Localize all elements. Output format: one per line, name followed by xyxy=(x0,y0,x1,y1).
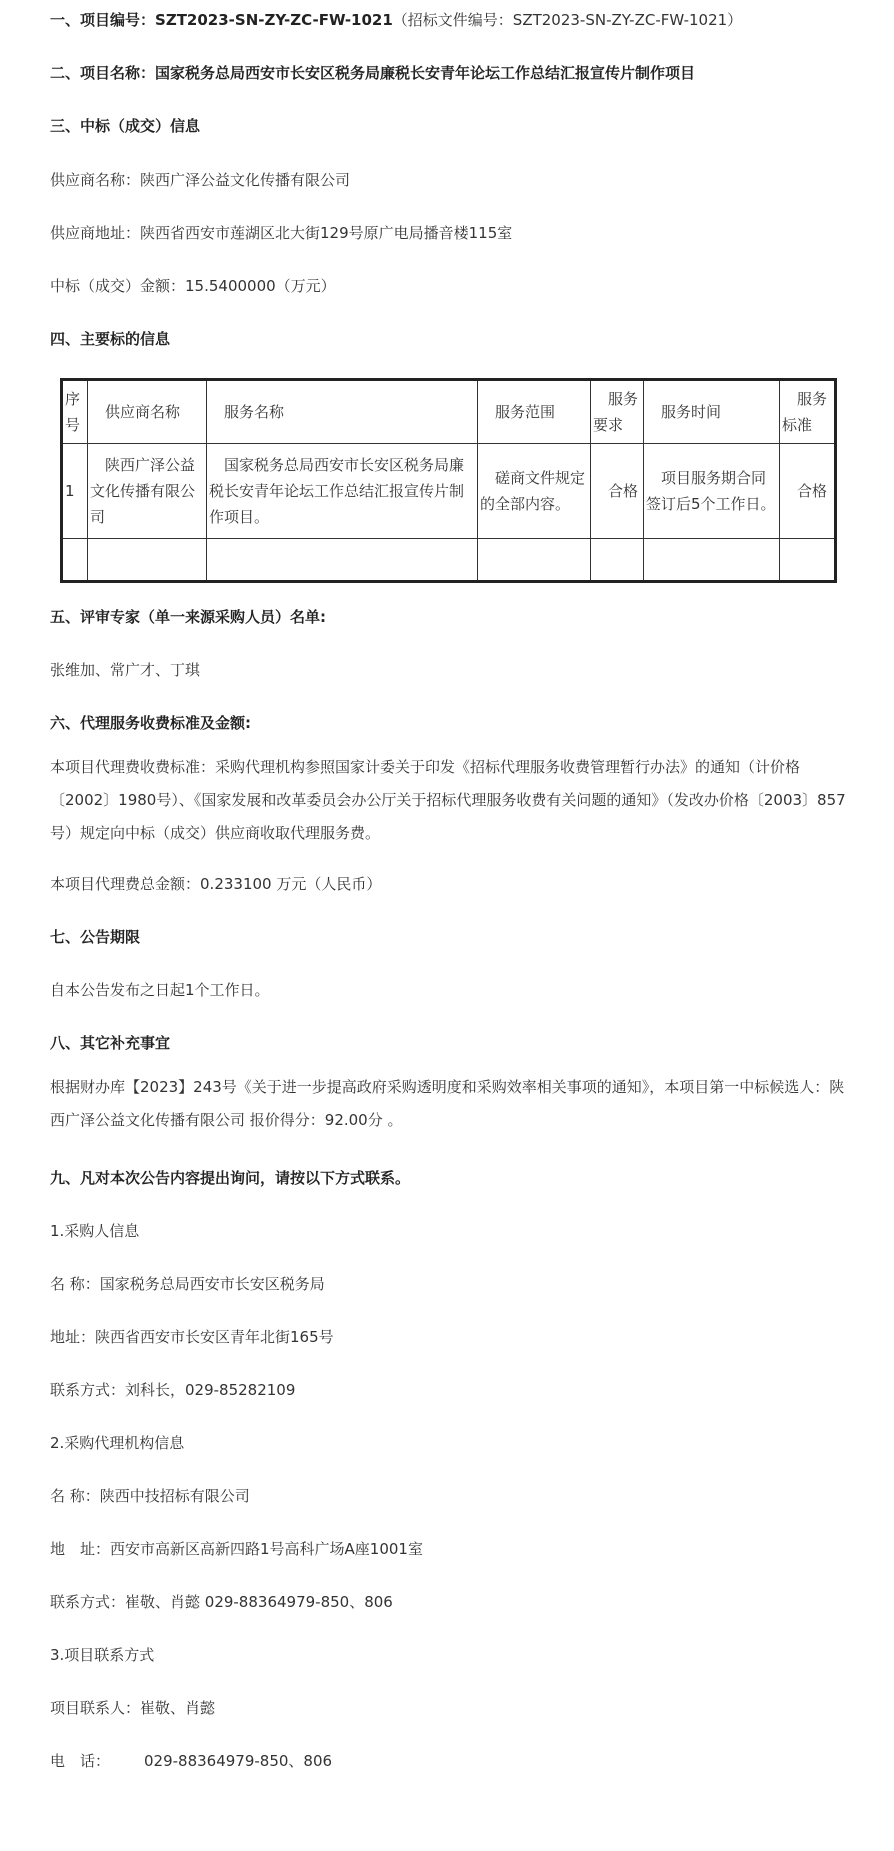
header-service-requirement: 服务要求 xyxy=(591,380,644,444)
project-contact-heading: 3.项目联系方式 xyxy=(50,1646,155,1664)
agency-fee-total: 本项目代理费总金额：0.233100 万元（人民币） xyxy=(50,875,382,893)
notice-period: 自本公告发布之日起1个工作日。 xyxy=(50,981,270,999)
award-amount: 中标（成交）金额：15.5400000（万元） xyxy=(50,277,336,295)
cell-service-name: 国家税务总局西安市长安区税务局廉税长安青年论坛工作总结汇报宣传片制作项目。 xyxy=(207,444,478,539)
header-index: 序号 xyxy=(62,380,88,444)
supplier-name: 供应商名称：陕西广泽公益文化传播有限公司 xyxy=(50,171,351,189)
project-phone-label: 电 话： xyxy=(50,1752,111,1770)
project-number-line xyxy=(50,10,742,30)
subject-info-table xyxy=(60,378,837,583)
header-service-name: 服务名称 xyxy=(207,380,478,444)
header-service-scope: 服务范围 xyxy=(478,380,591,444)
project-name-label: 二、项目名称： xyxy=(50,64,156,82)
section-6-title: 六、代理服务收费标准及金额: xyxy=(50,714,251,732)
cell-service-requirement: 合格 xyxy=(591,444,644,539)
agency-heading: 2.采购代理机构信息 xyxy=(50,1434,185,1452)
table-empty-row xyxy=(62,539,836,582)
tender-doc-number: （招标文件编号：SZT2023-SN-ZY-ZC-FW-1021） xyxy=(392,11,743,29)
cell-service-scope: 磋商文件规定的全部内容。 xyxy=(478,444,591,539)
project-phone-line xyxy=(50,1751,332,1771)
buyer-name: 名 称：国家税务总局西安市长安区税务局 xyxy=(50,1275,325,1293)
project-number: SZT2023-SN-ZY-ZC-FW-1021 xyxy=(155,11,393,29)
header-service-time: 服务时间 xyxy=(644,380,780,444)
section-8-title: 八、其它补充事宜 xyxy=(50,1034,171,1052)
project-number-label: 一、项目编号： xyxy=(50,11,156,29)
supplementary-text: 根据财办库【2023】243号《关于进一步提高政府采购透明度和采购效率相关事项的通知》，本项目第一中标候选人：陕西广泽公益文化传播有限公司 报价得分：92.00分 。 xyxy=(50,1078,845,1129)
project-name: 国家税务总局西安市长安区税务局廉税长安青年论坛工作总结汇报宣传片制作项目 xyxy=(155,64,696,82)
agency-fee-standard: 本项目代理费收费标准：采购代理机构参照国家计委关于印发《招标代理服务收费管理暂行办法》的通知（计价格〔2002〕1980号）、《国家发展和改革委员会办公厅关于招标代理服务收费有关问题的通知》（发改办价格〔2003〕857号）规定向中标（成交）供应商收取代理服务费。 xyxy=(50,758,846,842)
section-7-title: 七、公告期限 xyxy=(50,928,141,946)
supplier-address: 供应商地址：陕西省西安市莲湖区北大街129号原广电局播音楼115室 xyxy=(50,224,513,242)
cell-service-standard: 合格 xyxy=(780,444,836,539)
header-supplier: 供应商名称 xyxy=(88,380,207,444)
cell-service-time: 项目服务期合同签订后5个工作日。 xyxy=(644,444,780,539)
expert-names: 张维加、常广才、丁琪 xyxy=(50,661,201,679)
table-header-row xyxy=(62,380,836,444)
project-contact-person: 项目联系人：崔敬、肖懿 xyxy=(50,1699,216,1717)
section-9-title: 九、凡对本次公告内容提出询问，请按以下方式联系。 xyxy=(50,1169,411,1187)
buyer-contact: 联系方式：刘科长，029-85282109 xyxy=(50,1381,296,1399)
section-3-title: 三、中标（成交）信息 xyxy=(50,117,201,135)
buyer-address: 地址：陕西省西安市长安区青年北街165号 xyxy=(50,1328,334,1346)
agency-contact: 联系方式：崔敬、肖懿 029-88364979-850、806 xyxy=(50,1593,393,1611)
table-row xyxy=(62,444,836,539)
agency-address: 地 址：西安市高新区高新四路1号高科广场A座1001室 xyxy=(50,1540,423,1558)
section-4-title: 四、主要标的信息 xyxy=(50,330,171,348)
project-phone: 029-88364979-850、806 xyxy=(144,1752,333,1770)
buyer-heading: 1.采购人信息 xyxy=(50,1222,140,1240)
cell-index: 1 xyxy=(62,444,88,539)
agency-name: 名 称：陕西中技招标有限公司 xyxy=(50,1487,250,1505)
header-service-standard: 服务标准 xyxy=(780,380,836,444)
project-name-line xyxy=(50,63,695,83)
cell-supplier: 陕西广泽公益文化传播有限公司 xyxy=(88,444,207,539)
section-5-title: 五、评审专家（单一来源采购人员）名单: xyxy=(50,608,327,626)
